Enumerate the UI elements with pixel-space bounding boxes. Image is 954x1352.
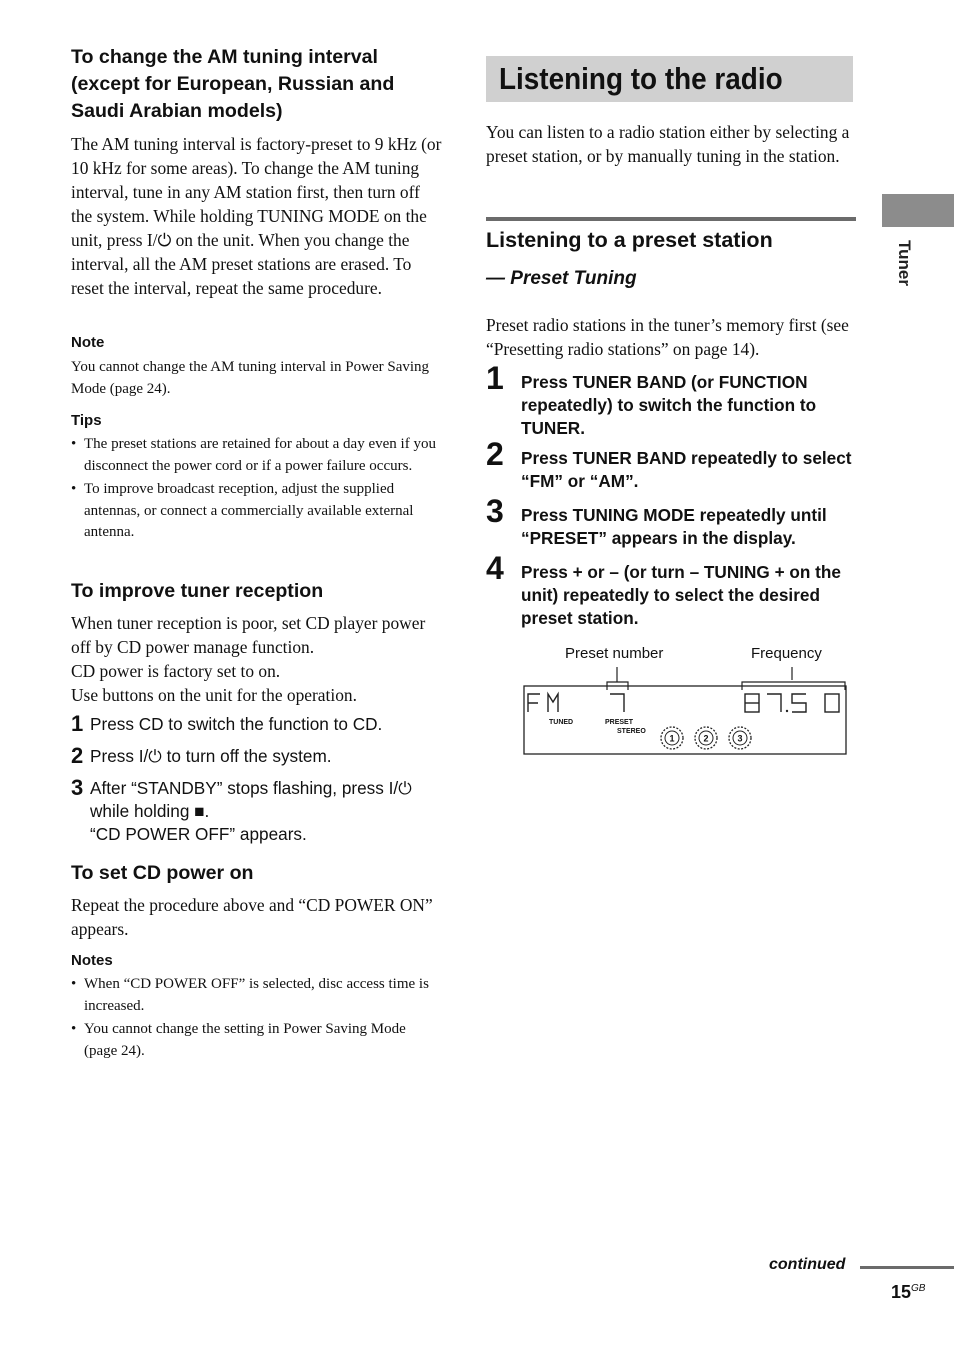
step-item — [486, 550, 856, 630]
list-item: • To improve broadcast reception, adjust the supplied antennas, or connect a commercially available external antenna. — [71, 479, 441, 544]
am-interval-paragraph: The AM tuning interval is factory-preset to 9 kHz (or 10 kHz for some areas). To change the AM tuning interval, tune in any AM station first, then turn off the system. While holding TUNING MODE on the unit, press I/⏻ on the unit. When you change the interval, all the AM preset stations are erased. To reset the interval, repeat the same procedure. — [71, 134, 442, 298]
frequency-digits — [745, 694, 839, 712]
intro-paragraph: You can listen to a radio station either by selecting a preset station, or by manually tuning in the station. — [486, 122, 850, 166]
title-banner — [486, 56, 853, 102]
step-item — [71, 777, 446, 846]
step-number: 2 — [71, 743, 84, 768]
step-text: Press TUNER BAND (or FUNCTION repeatedly) to switch the function to TUNER. — [521, 372, 817, 438]
step-number: 2 — [486, 436, 504, 472]
step-text: Press I/⏻ to turn off the system. — [90, 746, 332, 766]
list-item: • You cannot change the setting in Power Saving Mode (page 24). — [71, 1019, 441, 1062]
step-item — [71, 713, 446, 745]
page-number-value: 15 — [891, 1282, 912, 1302]
preset-digit — [610, 694, 624, 712]
note-text: You cannot change the AM tuning interval in Power Saving Mode (page 24). — [71, 359, 430, 397]
step-number: 4 — [486, 550, 504, 586]
preset-paragraph: Preset radio stations in the tuner’s memory first (see “Presetting radio stations” on page 14). — [486, 315, 849, 359]
continued-rule — [860, 1266, 954, 1269]
page-number — [891, 1282, 925, 1303]
notes-label: Notes — [71, 952, 113, 969]
dial-2-icon — [695, 727, 717, 749]
preset-number-callout: Preset number — [565, 645, 664, 662]
tips-list — [71, 434, 441, 544]
frequency-callout: Frequency — [751, 645, 822, 662]
am-interval-heading: To change the AM tuning interval (except for European, Russian and Saudi Arabian models) — [71, 46, 395, 122]
notes-list — [71, 974, 441, 1062]
step-number: 1 — [71, 711, 84, 736]
step-text: Press TUNER BAND repeatedly to select “FM” or “AM”. — [521, 448, 852, 491]
section-rule — [486, 217, 856, 221]
page-number-suffix: GB — [911, 1283, 926, 1294]
svg-text:3: 3 — [737, 733, 743, 744]
continued-label: continued — [769, 1256, 846, 1273]
step-item — [486, 493, 856, 554]
improve-reception-heading: To improve tuner reception — [71, 580, 324, 602]
section-tab-label: Tuner — [895, 240, 914, 286]
cd-power-steps — [71, 713, 446, 846]
list-item: • When “CD POWER OFF” is selected, disc access time is increased. — [71, 974, 441, 1017]
tuned-indicator: TUNED — [549, 719, 574, 726]
dial-1-icon — [661, 727, 683, 749]
step-text: After “STANDBY” stops flashing, press I/⏻ while holding ■. “CD POWER OFF” appears. — [90, 778, 412, 844]
preset-tuning-subheading: — Preset Tuning — [486, 268, 637, 289]
band-digits-fm — [528, 694, 558, 712]
section-tab — [882, 194, 954, 227]
preset-steps — [486, 360, 856, 630]
set-cd-power-paragraph: Repeat the procedure above and “CD POWER ON” appears. — [71, 895, 433, 939]
step-number: 3 — [486, 493, 504, 529]
preset-station-heading: Listening to a preset station — [486, 228, 773, 252]
dial-3-icon — [729, 727, 751, 749]
note-label: Note — [71, 334, 105, 351]
step-item — [486, 436, 856, 497]
step-number: 3 — [71, 775, 84, 800]
tuner-display-illustration — [520, 664, 852, 760]
stereo-indicator: STEREO — [617, 728, 646, 735]
svg-text:1: 1 — [669, 733, 675, 744]
preset-indicator: PRESET — [605, 719, 634, 726]
step-text: Press TUNING MODE repeatedly until “PRESET” appears in the display. — [521, 505, 827, 548]
step-text: Press CD to switch the function to CD. — [90, 714, 383, 734]
step-item — [486, 360, 856, 440]
step-number: 1 — [486, 360, 504, 396]
set-cd-power-heading: To set CD power on — [71, 862, 254, 884]
svg-text:2: 2 — [703, 733, 709, 744]
step-text: Press + or – (or turn – TUNING + on the unit) repeatedly to select the desired preset station. — [521, 562, 841, 628]
list-item: • The preset stations are retained for about a day even if you disconnect the power cord or if a power failure occurs. — [71, 434, 441, 477]
tips-label: Tips — [71, 412, 102, 429]
improve-reception-paragraph: When tuner reception is poor, set CD player power off by CD power manage function. CD power is factory set to on. Use buttons on the unit for the operation. — [71, 613, 426, 705]
page-title: Listening to the radio — [499, 61, 783, 96]
step-item — [71, 745, 446, 777]
